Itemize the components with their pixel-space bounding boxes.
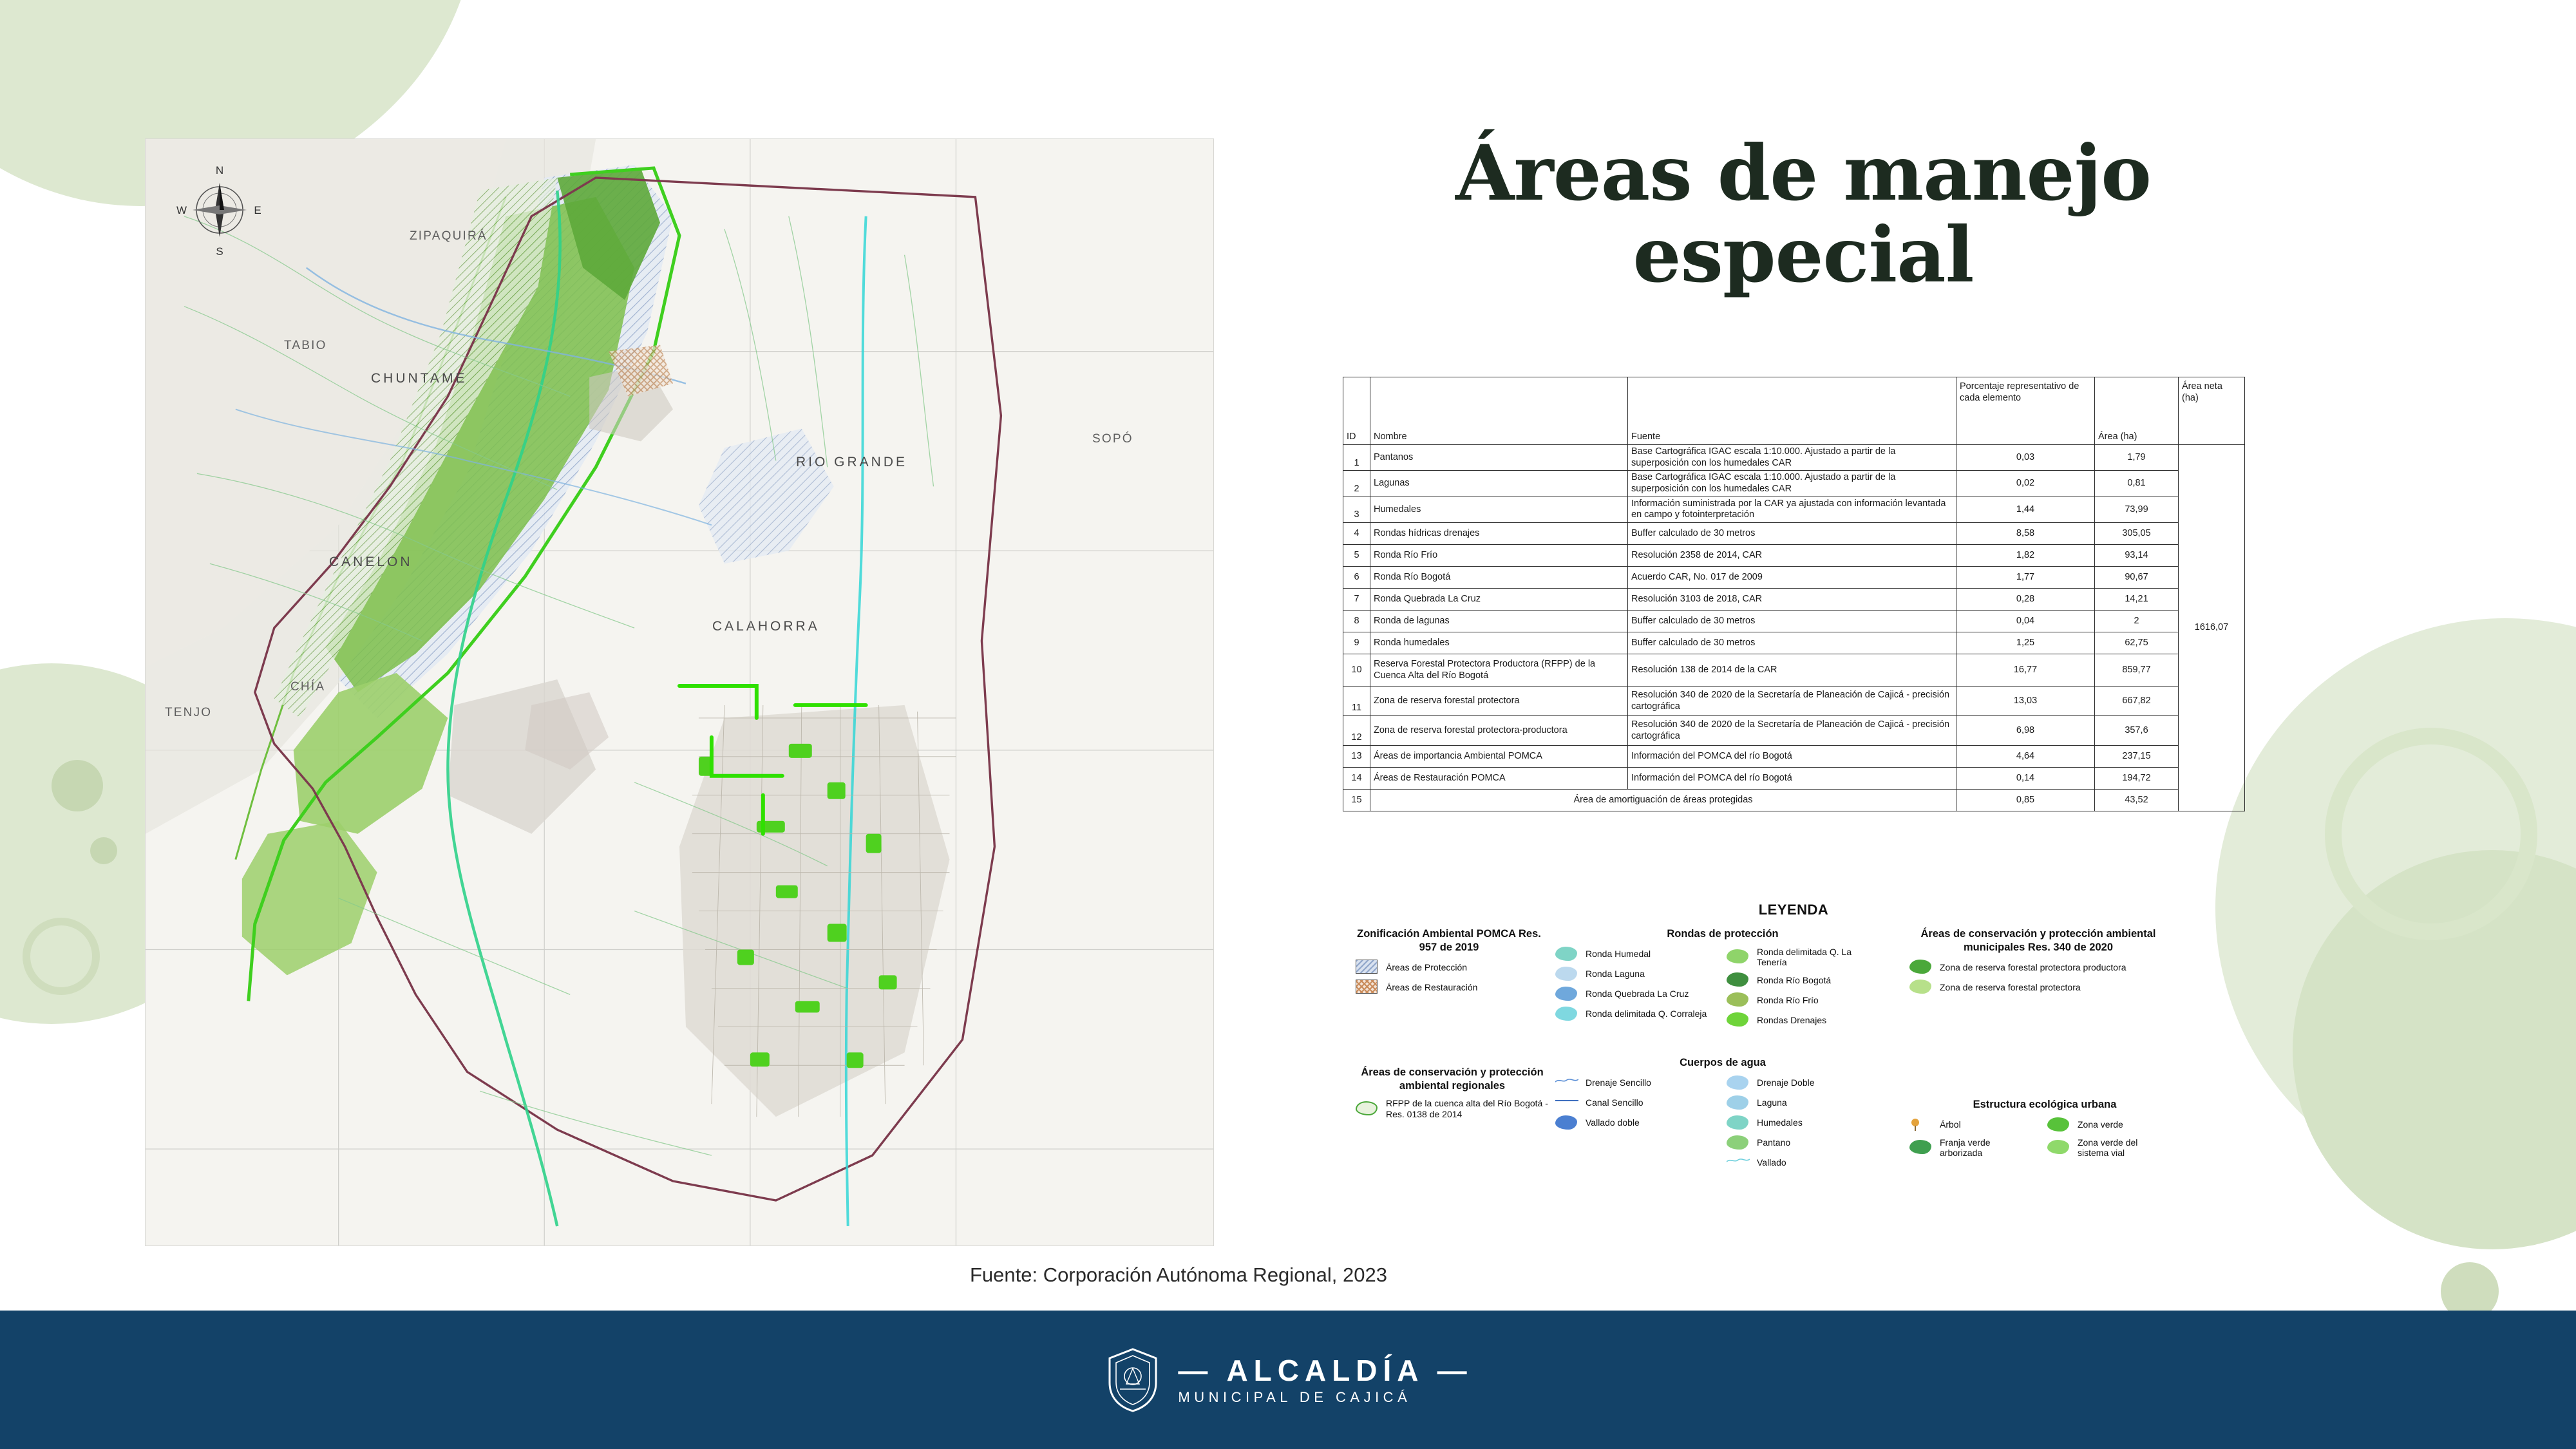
svg-text:W: W [176, 204, 187, 216]
cell-id: 3 [1343, 497, 1370, 522]
blob-green-light-icon [1909, 980, 1934, 995]
blob-green-4-icon [2047, 1117, 2072, 1133]
footer-bar [0, 1311, 2576, 1449]
table-row [1343, 523, 2245, 545]
legend-item [1727, 1075, 1875, 1091]
cell-porcentaje: 13,03 [1956, 687, 2095, 716]
decorative-dot-left-2 [90, 837, 117, 864]
cell-fuente: Buffer calculado de 30 metros [1628, 523, 1956, 545]
cell-area: 237,15 [2095, 746, 2179, 768]
cell-porcentaje: 6,98 [1956, 716, 2095, 746]
blob-green-dark-icon [1909, 960, 1934, 975]
map-label-canelon: CANELON [329, 554, 413, 569]
legend-item [1727, 1155, 1875, 1171]
map-label-chuntame: CHUNTAME [371, 371, 468, 386]
legend-item-label: Ronda delimitada Q. Corraleja [1586, 1009, 1707, 1019]
cell-id: 11 [1343, 687, 1370, 716]
legend-title: LEYENDA [1758, 902, 1829, 918]
blob-green-5-icon [2047, 1140, 2072, 1155]
hatch-blue-swatch-icon [1356, 960, 1380, 975]
map-label-zipaquira: ZIPAQUIRÁ [410, 229, 488, 243]
map-label-sopo: SOPÓ [1092, 432, 1133, 446]
legend-item [1555, 1095, 1710, 1111]
cell-nombre: Área de amortiguación de áreas protegidas [1370, 790, 1956, 811]
table-row [1343, 545, 2245, 567]
cell-porcentaje: 8,58 [1956, 523, 2095, 545]
table-row [1343, 716, 2245, 746]
table-row [1343, 497, 2245, 522]
legend-item-label: Ronda delimitada Q. La Tenería [1757, 946, 1852, 968]
map-label-rio-grande: RIO GRANDE [796, 455, 908, 469]
table-row [1343, 654, 2245, 687]
legend-group-rondas [1555, 927, 1890, 1032]
cell-fuente: Resolución 138 de 2014 de la CAR [1628, 654, 1956, 687]
cell-area: 667,82 [2095, 687, 2179, 716]
legend-item-label: Zona de reserva forestal protectora [1940, 981, 2081, 992]
legend-item [1555, 1007, 1710, 1022]
cell-porcentaje: 0,28 [1956, 589, 2095, 611]
legend-item [1909, 1117, 2032, 1133]
cell-area-neta-total: 1616,07 [2179, 445, 2245, 811]
legend-item-label: Ronda Laguna [1586, 969, 1645, 980]
legend-heading: Estructura ecológica urbana [1973, 1099, 2117, 1110]
table-row [1343, 471, 2245, 497]
table-header-row [1343, 377, 2245, 445]
cell-nombre: Reserva Forestal Protectora Productora (RFPP) de la Cuenca Alta del Río Bogotá [1370, 654, 1628, 687]
legend-item-label: Rondas Drenajes [1757, 1014, 1827, 1025]
solid-blue-line-icon [1555, 1095, 1580, 1111]
blob-cyan-icon [1555, 1007, 1580, 1022]
legend-item-label: Zona de reserva forestal protectora productora [1940, 961, 2126, 972]
legend-item-label: Franja verde arborizada [1940, 1137, 1991, 1159]
decorative-dot-left-1 [52, 760, 103, 811]
cell-nombre: Ronda humedales [1370, 632, 1628, 654]
cell-porcentaje: 0,04 [1956, 611, 2095, 632]
legend-item [1555, 987, 1710, 1002]
blob-lightblue-icon [1555, 967, 1580, 982]
legend-item-label: Drenaje Sencillo [1586, 1077, 1651, 1088]
legend-item-label: Canal Sencillo [1586, 1097, 1643, 1108]
blob-teal-2-icon [1727, 1115, 1751, 1131]
legend-item [2047, 1137, 2170, 1159]
table-row [1343, 567, 2245, 589]
cell-area: 93,14 [2095, 545, 2179, 567]
table-row [1343, 687, 2245, 716]
legend-item-label: Humedales [1757, 1117, 1803, 1128]
cell-id: 8 [1343, 611, 1370, 632]
cell-id: 2 [1343, 471, 1370, 497]
th-area-neta: Área neta (ha) [2179, 377, 2245, 445]
legend-heading: Rondas de protección [1667, 928, 1779, 940]
th-area: Área (ha) [2095, 377, 2179, 445]
legend-item [1727, 1095, 1875, 1111]
legend-item [1727, 1012, 1875, 1028]
blob-olive-icon [1727, 992, 1751, 1008]
legend-item-label: Pantano [1757, 1137, 1791, 1148]
legend-item [1909, 960, 2167, 975]
cell-id: 6 [1343, 567, 1370, 589]
table-row [1343, 746, 2245, 768]
legend-group-pomca [1356, 927, 1542, 999]
legend-item-label: Áreas de Restauración [1386, 981, 1478, 992]
legend-group-regionales [1356, 1066, 1549, 1124]
cell-nombre: Ronda Río Bogotá [1370, 567, 1628, 589]
cell-porcentaje: 4,64 [1956, 746, 2095, 768]
cell-id: 15 [1343, 790, 1370, 811]
svg-text:N: N [215, 164, 224, 176]
map-figure [145, 138, 1214, 1246]
cell-area: 0,81 [2095, 471, 2179, 497]
cell-fuente: Buffer calculado de 30 metros [1628, 611, 1956, 632]
cell-fuente: Información del POMCA del río Bogotá [1628, 768, 1956, 790]
legend-group-agua [1555, 1056, 1890, 1175]
page-title: Áreas de manejo especial [1455, 128, 2151, 300]
cell-area: 90,67 [2095, 567, 2179, 589]
cell-nombre: Pantanos [1370, 445, 1628, 471]
blob-lightblue-2-icon [1727, 1075, 1751, 1091]
cell-nombre: Ronda Quebrada La Cruz [1370, 589, 1628, 611]
crest-icon [1103, 1347, 1162, 1414]
cell-porcentaje: 1,44 [1956, 497, 2095, 522]
cell-nombre: Áreas de importancia Ambiental POMCA [1370, 746, 1628, 768]
cell-nombre: Zona de reserva forestal protectora-productora [1370, 716, 1628, 746]
legend-item [1555, 1075, 1710, 1091]
map-label-tabio: TABIO [284, 339, 327, 352]
legend-item-label: Árbol [1940, 1119, 1961, 1130]
legend-heading: Áreas de conservación y protección ambiental municipales Res. 340 de 2020 [1920, 928, 2156, 953]
cell-area: 14,21 [2095, 589, 2179, 611]
legend-item [1555, 967, 1710, 982]
footer-subtitle: MUNICIPAL DE CAJICÁ [1178, 1389, 1412, 1406]
legend-item [1356, 980, 1542, 995]
table-body [1343, 445, 2245, 811]
th-nombre: Nombre [1370, 377, 1628, 445]
cell-id: 7 [1343, 589, 1370, 611]
cell-id: 5 [1343, 545, 1370, 567]
cell-id: 12 [1343, 716, 1370, 746]
legend-item [1555, 1115, 1710, 1131]
wavy-cyan-line-icon [1727, 1155, 1751, 1171]
cell-nombre: Zona de reserva forestal protectora [1370, 687, 1628, 716]
legend-item-label: Ronda Río Frío [1757, 994, 1819, 1005]
legend-item [1727, 947, 1875, 969]
table-row [1343, 445, 2245, 471]
cell-id: 10 [1343, 654, 1370, 687]
legend-item [1909, 1137, 2032, 1159]
source-note: Fuente: Corporación Autónoma Regional, 2023 [970, 1264, 1387, 1286]
table-row [1343, 632, 2245, 654]
cell-id: 1 [1343, 445, 1370, 471]
legend-item-label: Ronda Quebrada La Cruz [1586, 989, 1689, 999]
legend-heading: Áreas de conservación y protección ambiental regionales [1361, 1066, 1544, 1092]
cell-id: 4 [1343, 523, 1370, 545]
table-row [1343, 611, 2245, 632]
legend-item [1555, 947, 1710, 962]
cell-nombre: Ronda Río Frío [1370, 545, 1628, 567]
legend [1343, 927, 2257, 1269]
legend-item-label: Drenaje Doble [1757, 1077, 1815, 1088]
cell-nombre: Áreas de Restauración POMCA [1370, 768, 1628, 790]
cell-porcentaje: 0,02 [1956, 471, 2095, 497]
legend-item [1909, 980, 2167, 995]
cell-area: 2 [2095, 611, 2179, 632]
legend-item [1727, 1115, 1875, 1131]
legend-heading: Cuerpos de agua [1680, 1057, 1766, 1068]
legend-item-label: Zona verde del sistema vial [2078, 1137, 2138, 1159]
legend-item [1356, 960, 1542, 975]
cell-area: 1,79 [2095, 445, 2179, 471]
blob-darkgreen-icon [1727, 972, 1751, 988]
cell-fuente: Resolución 340 de 2020 de la Secretaría de Planeación de Cajicá - precisión cartográfica [1628, 687, 1956, 716]
legend-group-urbana [1909, 1098, 2180, 1163]
cell-fuente: Acuerdo CAR, No. 017 de 2009 [1628, 567, 1956, 589]
wavy-blue-line-icon [1555, 1075, 1580, 1091]
legend-item-label: Ronda Río Bogotá [1757, 974, 1832, 985]
table-row [1343, 790, 2245, 811]
cell-porcentaje: 1,25 [1956, 632, 2095, 654]
cell-area: 43,52 [2095, 790, 2179, 811]
legend-item [1727, 1135, 1875, 1151]
legend-group-municipales [1909, 927, 2167, 999]
legend-item [2047, 1117, 2170, 1133]
legend-item-label: Zona verde [2078, 1119, 2123, 1130]
cell-fuente: Base Cartográfica IGAC escala 1:10.000. Ajustado a partir de la superposición con los humedales CAR [1628, 471, 1956, 497]
legend-item [1727, 992, 1875, 1008]
cell-area: 305,05 [2095, 523, 2179, 545]
svg-text:E: E [254, 204, 261, 216]
cell-area: 194,72 [2095, 768, 2179, 790]
legend-item [1727, 972, 1875, 988]
cell-fuente: Resolución 2358 de 2014, CAR [1628, 545, 1956, 567]
hatch-orange-swatch-icon [1356, 980, 1380, 995]
cell-fuente: Resolución 3103 de 2018, CAR [1628, 589, 1956, 611]
th-porcentaje: Porcentaje representativo de cada elemento [1956, 377, 2095, 445]
blob-lightblue-3-icon [1727, 1095, 1751, 1111]
map-label-calahorra: CALAHORRA [712, 619, 820, 634]
legend-item-label: Vallado doble [1586, 1117, 1640, 1128]
blob-blue-icon [1555, 987, 1580, 1002]
blob-green-outline-icon [1356, 1101, 1380, 1117]
table-row [1343, 589, 2245, 611]
svg-text:S: S [216, 245, 223, 258]
blob-green-2-icon [1727, 1135, 1751, 1151]
cell-fuente: Base Cartográfica IGAC escala 1:10.000. Ajustado a partir de la superposición con los humedales CAR [1628, 445, 1956, 471]
blob-blue-double-icon [1555, 1115, 1580, 1131]
cell-porcentaje: 1,82 [1956, 545, 2095, 567]
map-label-tenjo: TENJO [165, 706, 213, 719]
decorative-ring-right [2325, 728, 2537, 940]
table-row [1343, 768, 2245, 790]
cell-id: 13 [1343, 746, 1370, 768]
th-id: ID [1343, 377, 1370, 445]
cell-porcentaje: 0,14 [1956, 768, 2095, 790]
cell-fuente: Resolución 340 de 2020 de la Secretaría de Planeación de Cajicá - precisión cartográfica [1628, 716, 1956, 746]
decorative-ring-left [23, 918, 100, 995]
cell-area: 73,99 [2095, 497, 2179, 522]
th-fuente: Fuente [1628, 377, 1956, 445]
blob-teal-icon [1555, 947, 1580, 962]
compass-rose-icon [171, 157, 268, 260]
cell-nombre: Lagunas [1370, 471, 1628, 497]
cell-porcentaje: 0,85 [1956, 790, 2095, 811]
cell-area: 357,6 [2095, 716, 2179, 746]
legend-item [1356, 1098, 1549, 1120]
footer-brand: — ALCALDÍA — [1178, 1353, 1473, 1387]
cell-area: 62,75 [2095, 632, 2179, 654]
cell-fuente: Información suministrada por la CAR ya ajustada con información levantada en campo y fotointerpretación [1628, 497, 1956, 522]
cell-porcentaje: 0,03 [1956, 445, 2095, 471]
tree-icon [1909, 1117, 1934, 1133]
cell-nombre: Ronda de lagunas [1370, 611, 1628, 632]
legend-item-label: Laguna [1757, 1097, 1787, 1108]
cell-id: 14 [1343, 768, 1370, 790]
blob-brightgreen-icon [1727, 1012, 1751, 1028]
areas-table [1343, 377, 2244, 811]
map-label-chia: CHÍA [290, 680, 326, 694]
legend-item-label: Ronda Humedal [1586, 949, 1651, 960]
cell-fuente: Información del POMCA del río Bogotá [1628, 746, 1956, 768]
cell-fuente: Buffer calculado de 30 metros [1628, 632, 1956, 654]
legend-item-label: Áreas de Protección [1386, 961, 1468, 972]
blob-green-icon [1727, 949, 1751, 965]
cell-nombre: Rondas hídricas drenajes [1370, 523, 1628, 545]
cell-area: 859,77 [2095, 654, 2179, 687]
cell-porcentaje: 16,77 [1956, 654, 2095, 687]
legend-item-label: RFPP de la cuenca alta del Río Bogotá - Res. 0138 de 2014 [1386, 1098, 1548, 1120]
cell-nombre: Humedales [1370, 497, 1628, 522]
cell-porcentaje: 1,77 [1956, 567, 2095, 589]
blob-green-3-icon [1909, 1140, 1934, 1155]
legend-item-label: Vallado [1757, 1157, 1786, 1168]
legend-heading: Zonificación Ambiental POMCA Res. 957 de 2019 [1357, 928, 1541, 953]
cell-id: 9 [1343, 632, 1370, 654]
